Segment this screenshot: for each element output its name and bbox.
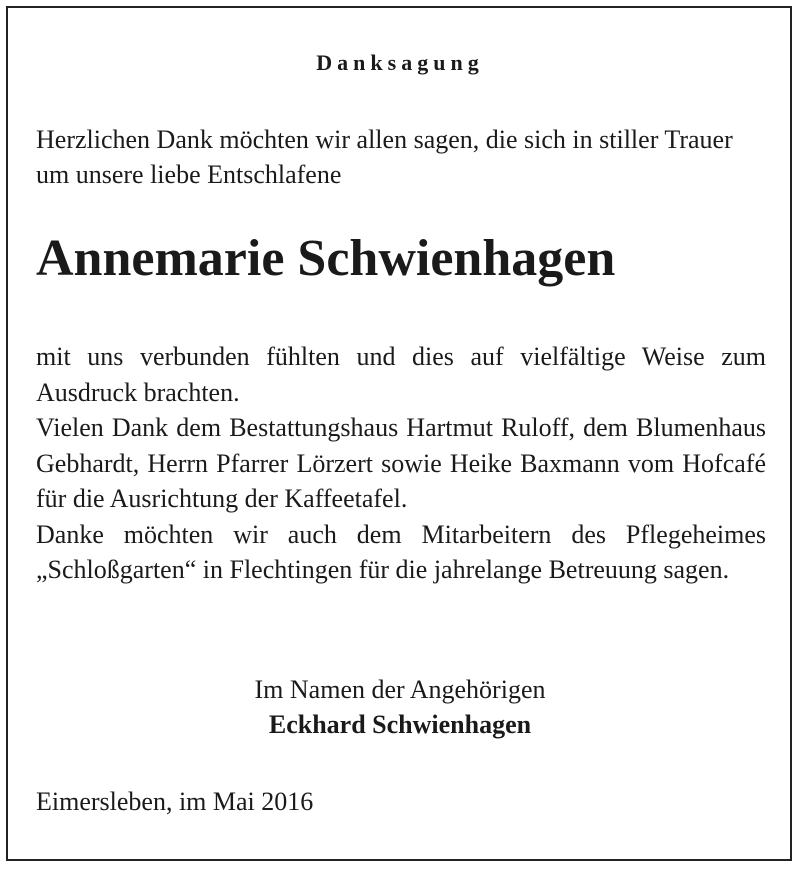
body-paragraph-2: Vielen Dank dem Bestattungshaus Hartmut Ruloff, dem Blumenhaus Gebhardt, Herrn Pfarrer Lörzert sowie Heike Baxmann vom Hofcafé für die Ausrichtung der Kaffeetafel. bbox=[36, 413, 766, 513]
closing-block bbox=[0, 672, 800, 742]
closing-line: Im Namen der Angehörigen bbox=[254, 675, 546, 704]
intro-text: Herzlichen Dank möchten wir allen sagen, die sich in stiller Trauer um unsere liebe Entschlafene bbox=[36, 125, 733, 189]
place-date: Eimersleben, im Mai 2016 bbox=[36, 787, 314, 816]
deceased-name: Annemarie Schwienhagen bbox=[36, 230, 616, 287]
body-paragraph-1: mit uns verbunden fühlten und dies auf vielfältige Weise zum Ausdruck brachten. bbox=[36, 342, 766, 407]
notice-heading: Danksagung bbox=[316, 50, 484, 75]
notice-body bbox=[36, 339, 766, 588]
body-paragraph-3: Danke möchten wir auch dem Mitarbeitern des Pflegeheimes „Schloßgarten“ in Flechtingen für die jahrelange Betreuung sagen. bbox=[36, 519, 766, 584]
signer-name: Eckhard Schwienhagen bbox=[268, 710, 532, 739]
